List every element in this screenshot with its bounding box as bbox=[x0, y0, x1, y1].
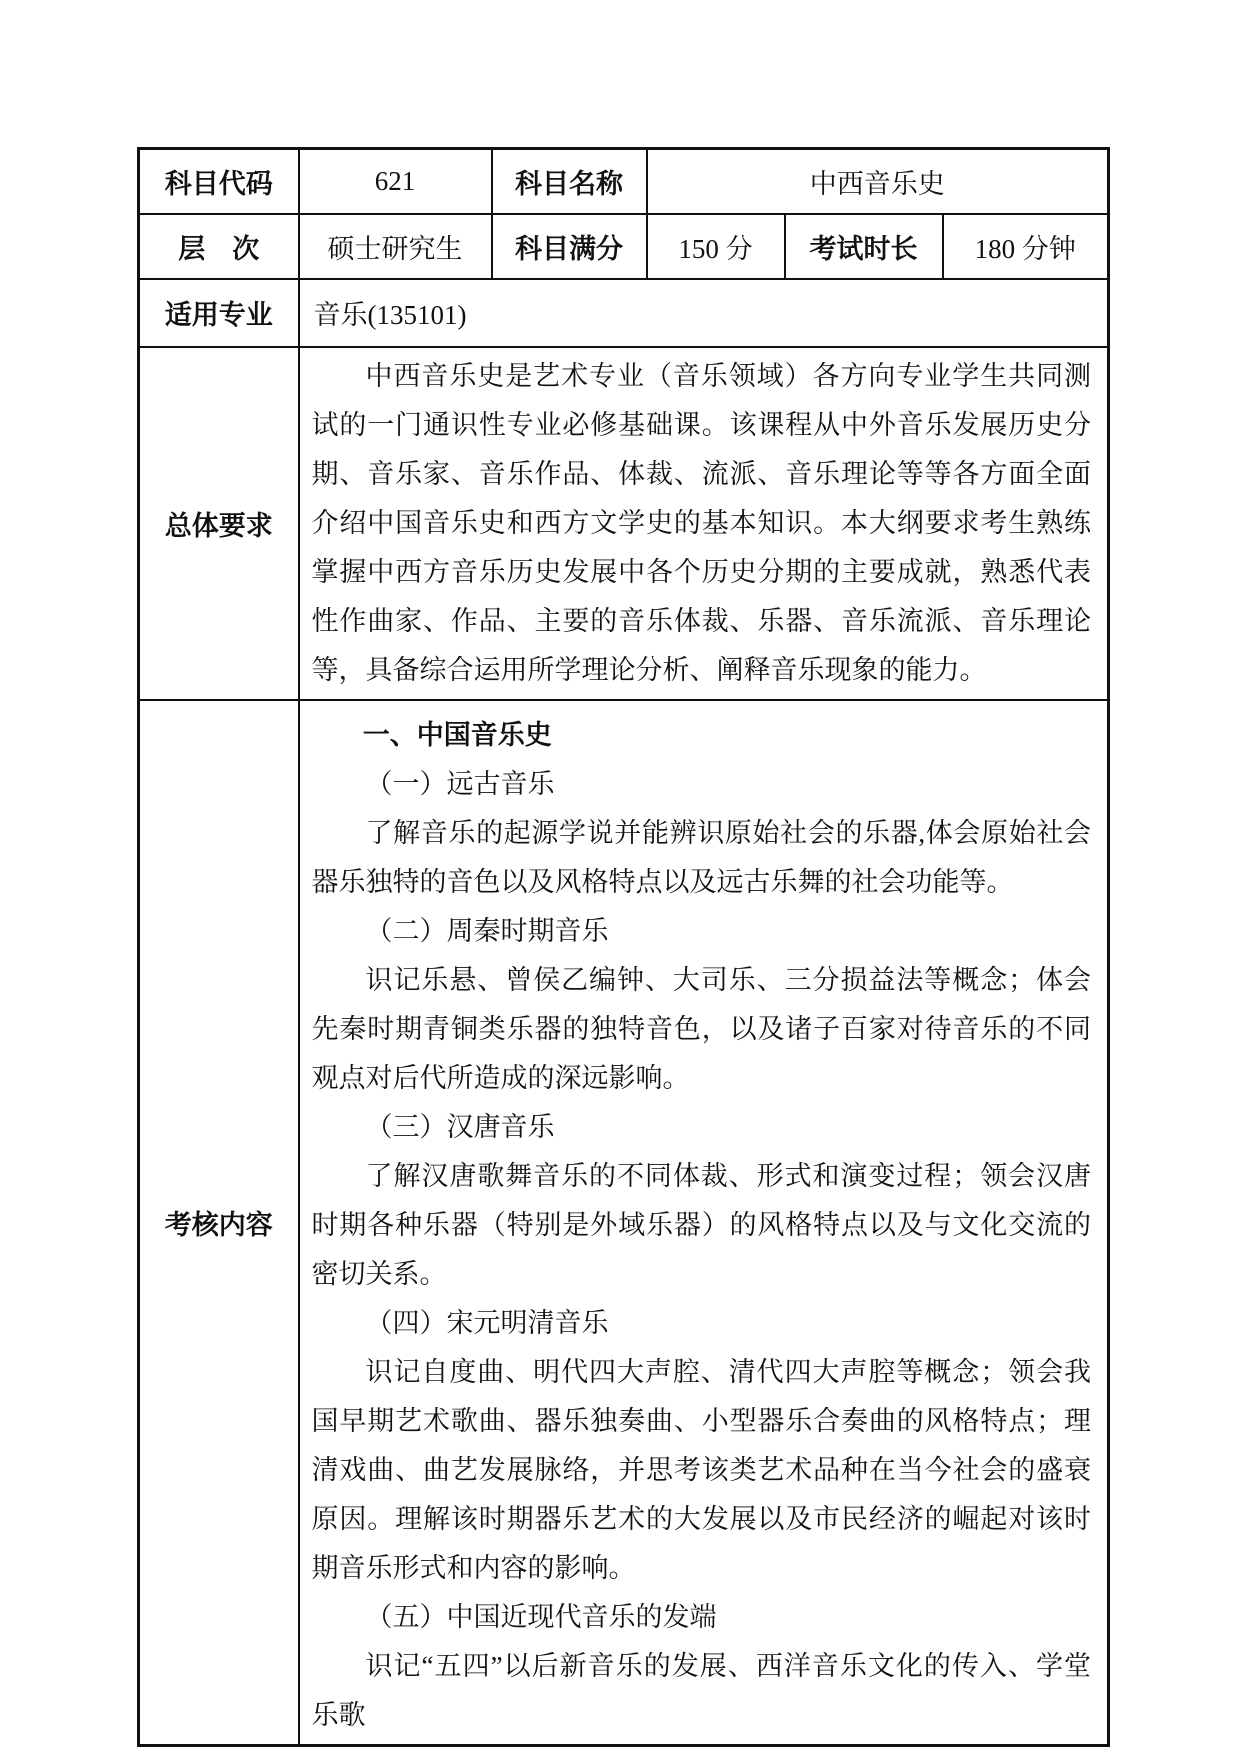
subject-name-label: 科目名称 bbox=[492, 149, 647, 214]
duration-label: 考试时长 bbox=[785, 214, 943, 279]
section-title: （四）宋元明清音乐 bbox=[365, 1307, 609, 1338]
table-row bbox=[139, 279, 1109, 347]
exam-content-label: 考核内容 bbox=[139, 700, 299, 1746]
section-body: 识记自度曲、明代四大声腔、清代四大声腔等概念；领会我国早期艺术歌曲、器乐独奏曲、小型器乐合奏曲的风格特点；理清戏曲、曲艺发展脉络，并思考该类艺术品种在当今社会的盛衰原因。理解该时期器乐艺术的大发展以及市民经济的崛起对该时期音乐形式和内容的影响。 bbox=[311, 1356, 1092, 1583]
section-title: （一）远古音乐 bbox=[365, 768, 555, 799]
content-sections bbox=[312, 760, 1092, 1740]
section-title: （三）汉唐音乐 bbox=[365, 1111, 555, 1142]
overall-paragraph: 中西音乐史是艺术专业（音乐领域）各方向专业学生共同测试的一门通识性专业必修基础课。该课程从中外音乐发展历史分期、音乐家、音乐作品、体裁、流派、音乐理论等等各方面全面介绍中国音乐史和西方文学史的基本知识。本大纲要求考生熟练掌握中西方音乐历史发展中各个历史分期的主要成就，熟悉代表性作曲家、作品、主要的音乐体裁、乐器、音乐流派、音乐理论等，具备综合运用所学理论分析、阐释音乐现象的能力。 bbox=[311, 360, 1092, 685]
level-label: 层 次 bbox=[139, 214, 299, 279]
full-score-value: 150 分 bbox=[647, 214, 785, 279]
full-score-label: 科目满分 bbox=[492, 214, 647, 279]
level-value: 硕士研究生 bbox=[299, 214, 492, 279]
subject-code-value: 621 bbox=[299, 149, 492, 214]
chapter-heading: 一、中国音乐史 bbox=[362, 719, 552, 750]
exam-content-cell bbox=[299, 700, 1109, 1746]
overall-requirements-label: 总体要求 bbox=[139, 347, 299, 700]
section-body: 了解汉唐歌舞音乐的不同体裁、形式和演变过程；领会汉唐时期各种乐器（特别是外域乐器）的风格特点以及与文化交流的密切关系。 bbox=[311, 1160, 1092, 1289]
section-body: 识记乐悬、曾侯乙编钟、大司乐、三分损益法等概念；体会先秦时期青铜类乐器的独特音色，以及诸子百家对待音乐的不同观点对后代所造成的深远影响。 bbox=[311, 964, 1092, 1093]
table-row bbox=[139, 214, 1109, 279]
section-body: 识记“五四”以后新音乐的发展、西洋音乐文化的传入、学堂乐歌 bbox=[311, 1650, 1092, 1730]
table-row bbox=[139, 700, 1109, 1746]
table-row bbox=[139, 149, 1109, 214]
subject-code-label: 科目代码 bbox=[139, 149, 299, 214]
duration-value: 180 分钟 bbox=[943, 214, 1109, 279]
section-title: （五）中国近现代音乐的发端 bbox=[365, 1601, 717, 1632]
major-label: 适用专业 bbox=[139, 279, 299, 347]
overall-requirements-text bbox=[299, 347, 1109, 700]
subject-name-value: 中西音乐史 bbox=[647, 149, 1109, 214]
major-value: 音乐(135101) bbox=[299, 279, 1109, 347]
syllabus-table bbox=[137, 147, 1110, 1747]
table-row bbox=[139, 347, 1109, 700]
section-title: （二）周秦时期音乐 bbox=[365, 915, 609, 946]
section-body: 了解音乐的起源学说并能辨识原始社会的乐器,体会原始社会器乐独特的音色以及风格特点以及远古乐舞的社会功能等。 bbox=[311, 817, 1092, 897]
